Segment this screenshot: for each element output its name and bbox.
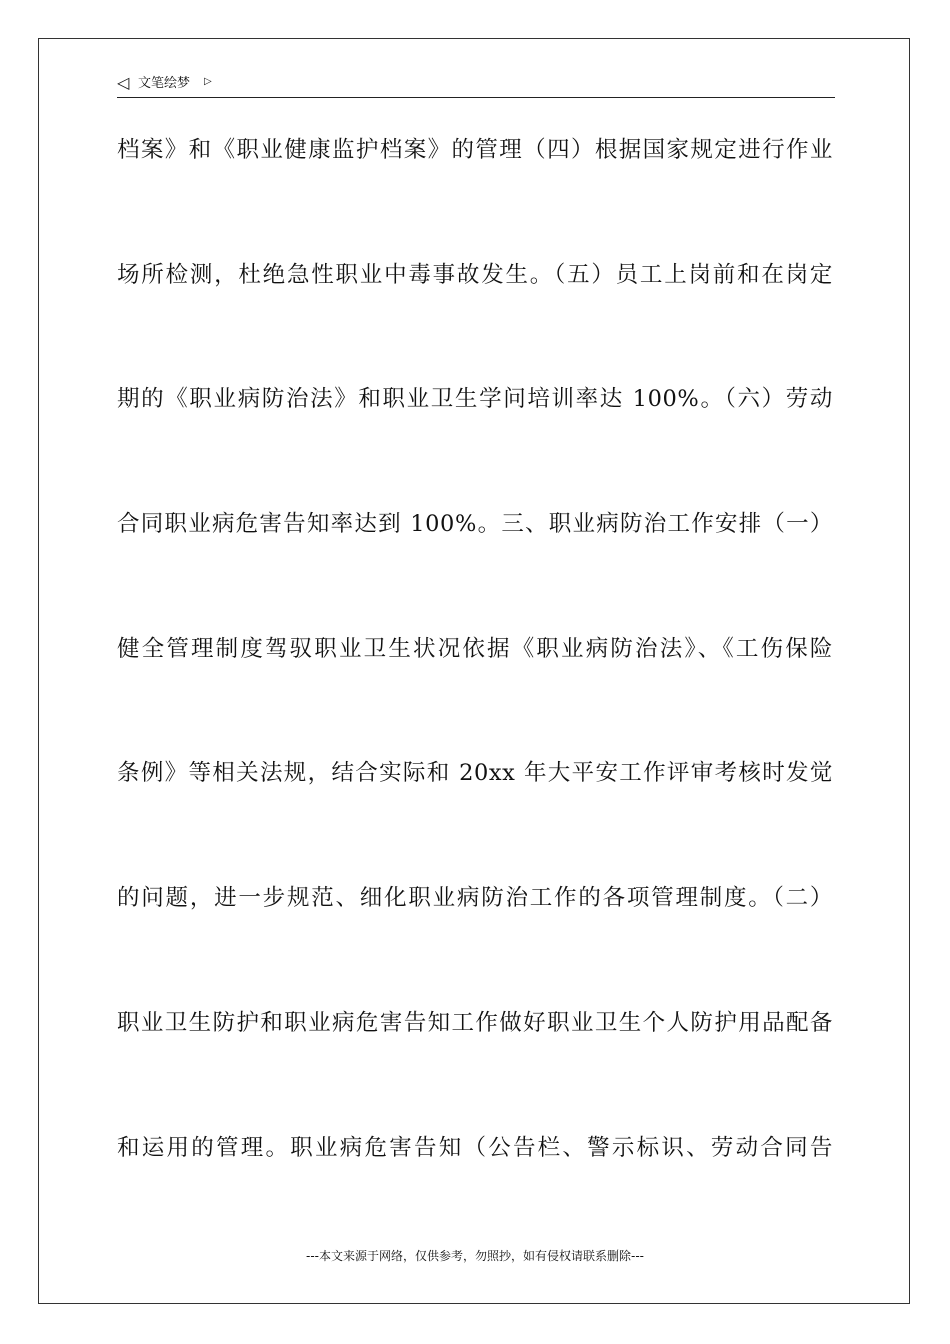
body-line: 健全管理制度驾驭职业卫生状况依据《职业病防治法》、《工伤保险 xyxy=(117,635,833,662)
body-line: 合同职业病危害告知率达到 100%。三、职业病防治工作安排（一） xyxy=(117,511,833,538)
body-line: 场所检测，杜绝急性职业中毒事故发生。（五）员工上岗前和在岗定 xyxy=(117,261,833,288)
body-line: 的问题，进一步规范、细化职业病防治工作的各项管理制度。（二） xyxy=(117,885,833,912)
right-triangle-icon: ▷ xyxy=(204,76,212,87)
page-header xyxy=(117,72,835,98)
body-line: 和运用的管理。职业病危害告知（公告栏、警示标识、劳动合同告 xyxy=(117,1134,833,1161)
header-title: 文笔绘梦 xyxy=(138,76,191,91)
document-body xyxy=(117,122,833,1244)
body-line: 条例》等相关法规，结合实际和 20xx 年大平安工作评审考核时发觉 xyxy=(117,760,833,787)
left-triangle-icon: ◁ xyxy=(117,73,130,92)
body-line: 期的《职业病防治法》和职业卫生学问培训率达 100%。（六）劳动 xyxy=(117,386,833,413)
body-line: 档案》和《职业健康监护档案》的管理（四）根据国家规定进行作业 xyxy=(117,137,833,163)
footer-disclaimer: ---本文来源于网络，仅供参考，勿照抄，如有侵权请联系删除--- xyxy=(306,1249,644,1263)
body-line: 职业卫生防护和职业病危害告知工作做好职业卫生个人防护用品配备 xyxy=(117,1009,833,1036)
